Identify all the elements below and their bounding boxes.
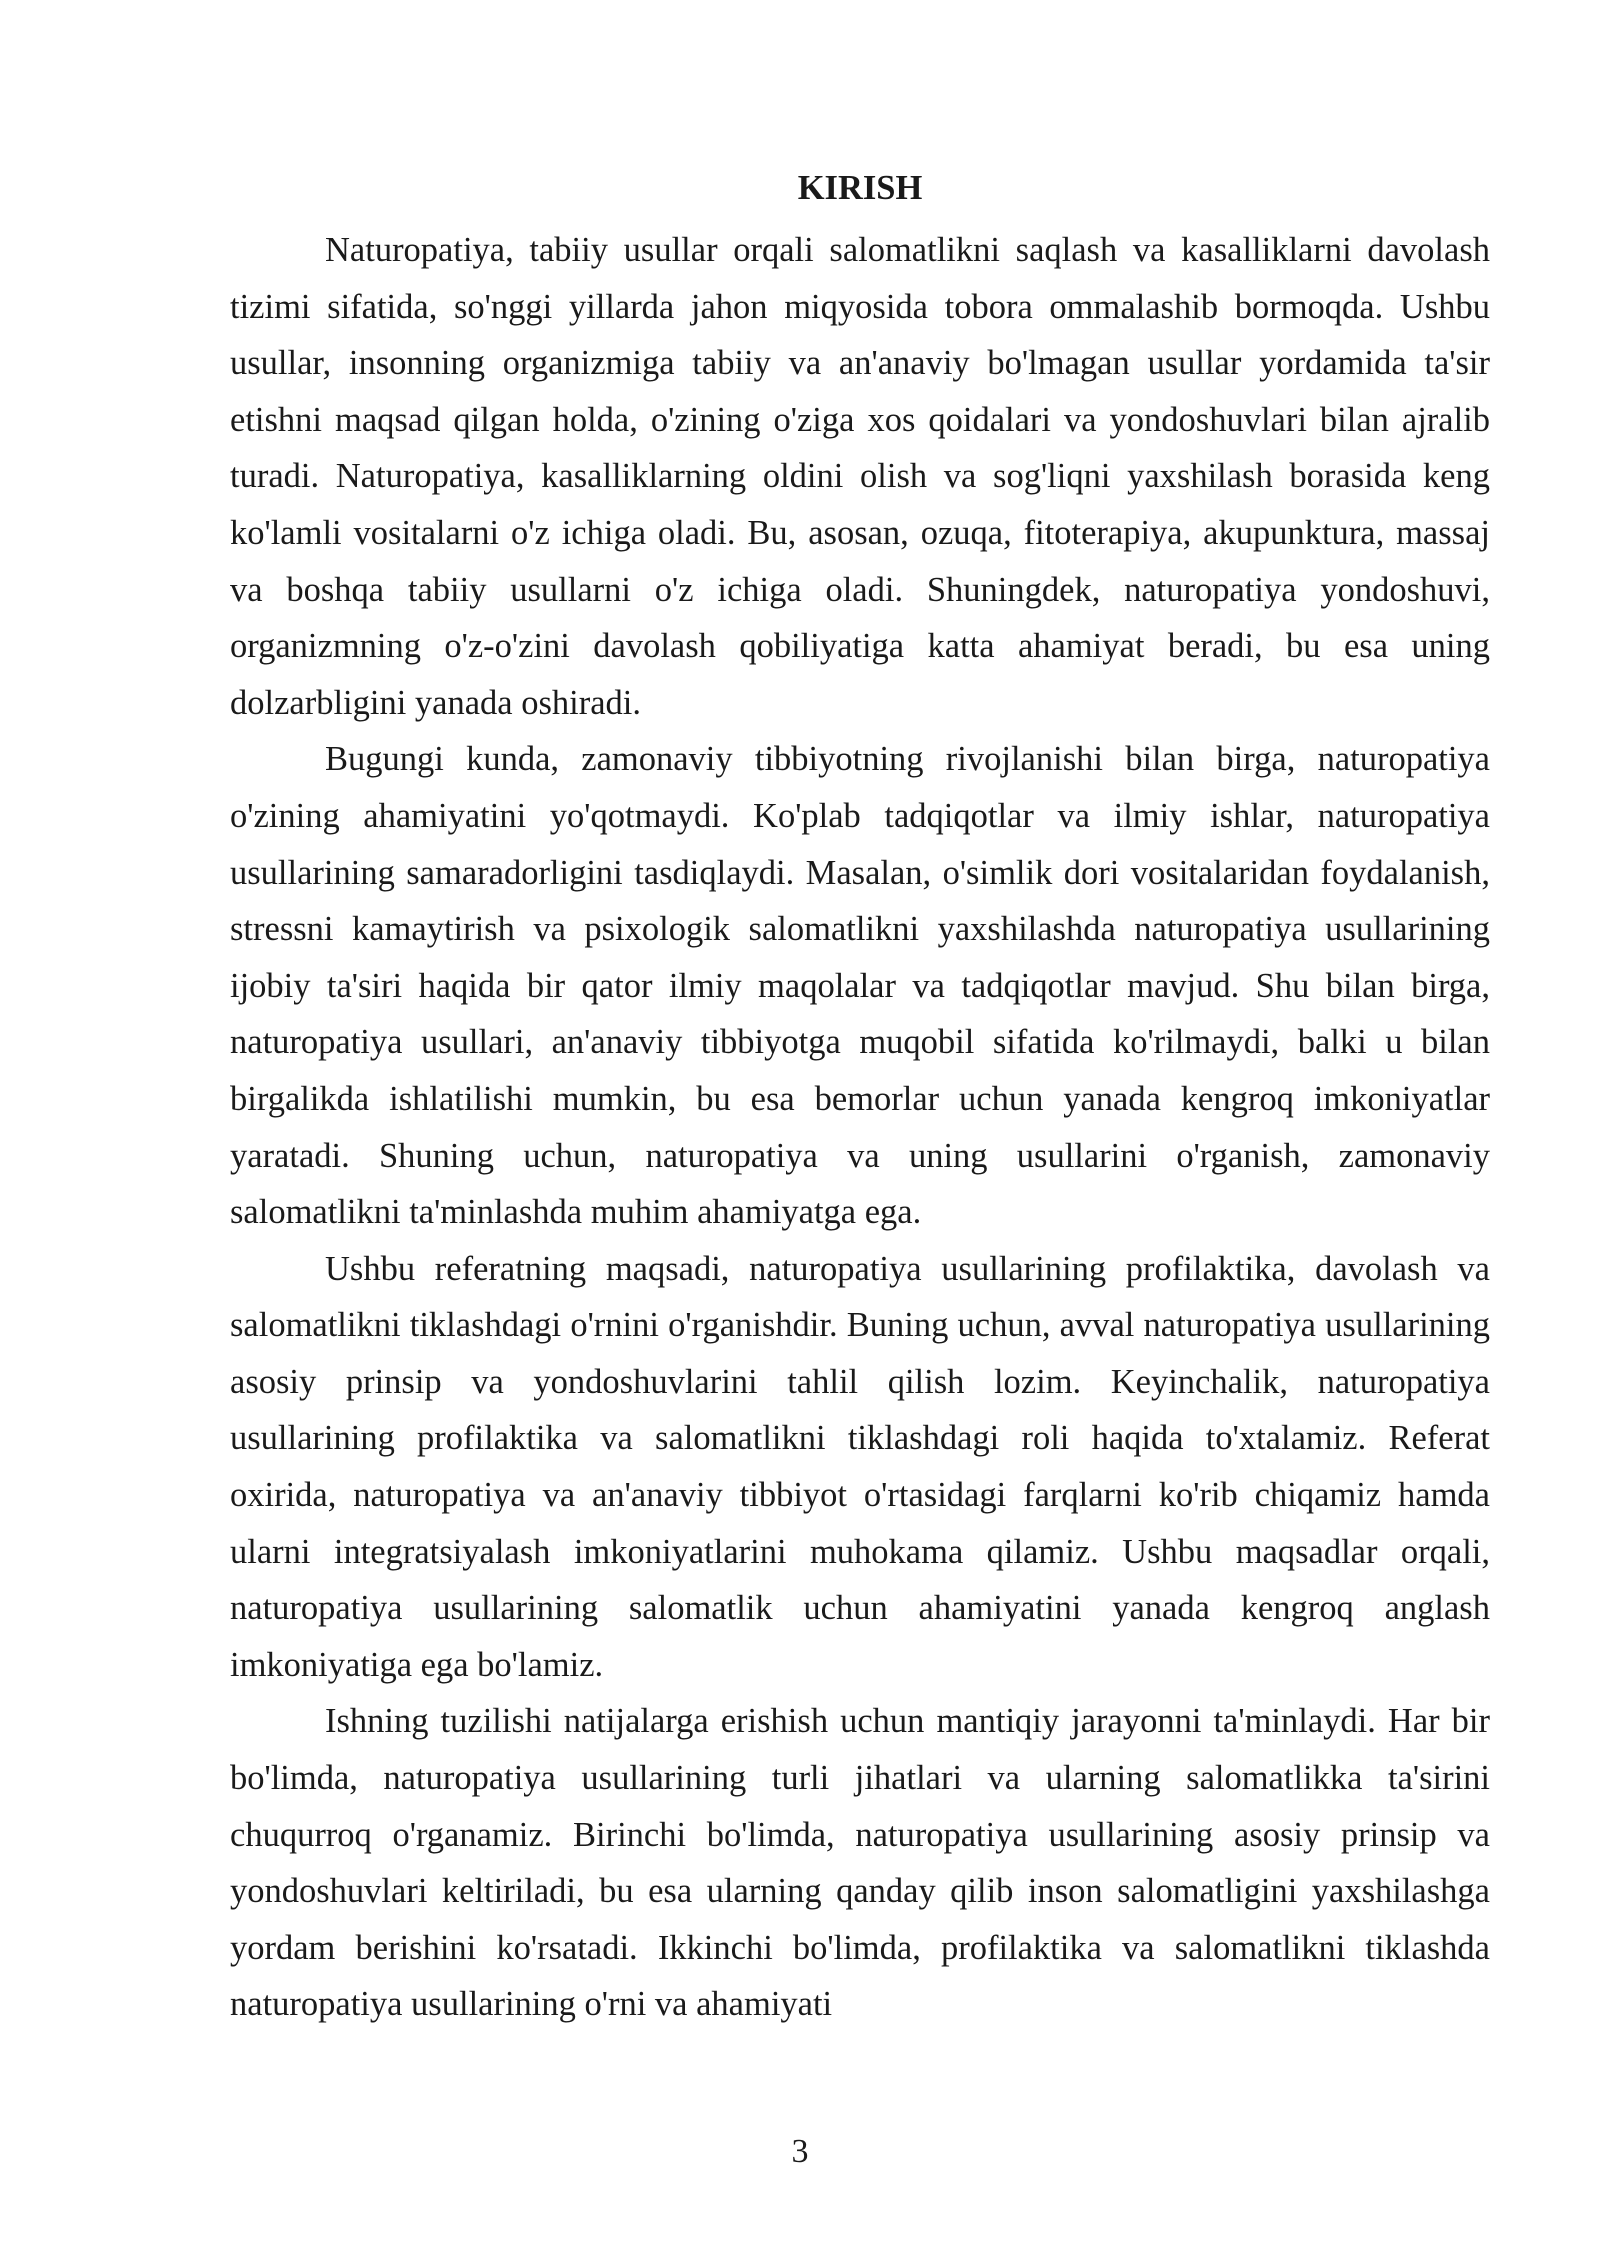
- paragraph-4: Ishning tuzilishi natijalarga erishish uchun mantiqiy jarayonni ta'minlaydi. Har bir bo'limda, naturopatiya usullarining turli jihatlari va ularning salomatlikka ta'sirini chuqurroq o'rganamiz. Birinchi bo'limda, naturopatiya usullarining asosiy prinsip va yondoshuvlari keltiriladi, bu esa ularning qanday qilib inson salomatligini yaxshilashga yordam berishini ko'rsatadi. Ikkinchi bo'limda, profilaktika va salomatlikni tiklashda naturopatiya usullarining o'rni va ahamiyati: [230, 1702, 1490, 2024]
- paragraph-1: Naturopatiya, tabiiy usullar orqali salomatlikni saqlash va kasalliklarni davolash tizimi sifatida, so'nggi yillarda jahon miqyosida tobora ommalashib bormoqda. Ushbu usullar, insonning organizmiga tabiiy va an'anaviy bo'lmagan usullar yordamida ta'sir etishni maqsad qilgan holda, o'zining o'ziga xos qoidalari va yondoshuvlari bilan ajralib turadi. Naturopatiya, kasalliklarning oldini olish va sog'liqni yaxshilash borasida keng ko'lamli vositalarni o'z ichiga oladi. Bu, asosan, ozuqa, fitoterapiya, akupunktura, massaj va boshqa tabiiy usullarni o'z ichiga oladi. Shuningdek, naturopatiya yondoshuvi, organizmning o'z-o'zini davolash qobiliyatiga katta ahamiyat beradi, bu esa uning dolzarbligini yanada oshiradi.: [230, 231, 1490, 722]
- page-body: [230, 160, 1490, 2033]
- section-title: KIRISH: [797, 169, 923, 207]
- paragraph-3: Ushbu referatning maqsadi, naturopatiya usullarining profilaktika, davolash va salomatlikni tiklashdagi o'rnini o'rganishdir. Buning uchun, avval naturopatiya usullarining asosiy prinsip va yondoshuvlarini tahlil qilish lozim. Keyinchalik, naturopatiya usullarining profilaktika va salomatlikni tiklashdagi roli haqida to'xtalamiz. Referat oxirida, naturopatiya va an'anaviy tibbiyot o'rtasidagi farqlarni ko'rib chiqamiz hamda ularni integratsiyalash imkoniyatlarini muhokama qilamiz. Ushbu maqsadlar orqali, naturopatiya usullarining salomatlik uchun ahamiyatini yanada kengroq anglash imkoniyatiga ega bo'lamiz.: [230, 1249, 1490, 1684]
- paragraph-2: Bugungi kunda, zamonaviy tibbiyotning rivojlanishi bilan birga, naturopatiya o'zining ahamiyatini yo'qotmaydi. Ko'plab tadqiqotlar va ilmiy ishlar, naturopatiya usullarining samaradorligini tasdiqlaydi. Masalan, o'simlik dori vositalaridan foydalanish, stressni kamaytirish va psixologik salomatlikni yaxshilashda naturopatiya usullarining ijobiy ta'siri haqida bir qator ilmiy maqolalar va tadqiqotlar mavjud. Shu bilan birga, naturopatiya usullari, an'anaviy tibbiyotga muqobil sifatida ko'rilmaydi, balki u bilan birgalikda ishlatilishi mumkin, bu esa bemorlar uchun yanada kengroq imkoniyatlar yaratadi. Shuning uchun, naturopatiya va uning usullarini o'rganish, zamonaviy salomatlikni ta'minlashda muhim ahamiyatga ega.: [230, 740, 1490, 1232]
- page-number: 3: [791, 2133, 809, 2170]
